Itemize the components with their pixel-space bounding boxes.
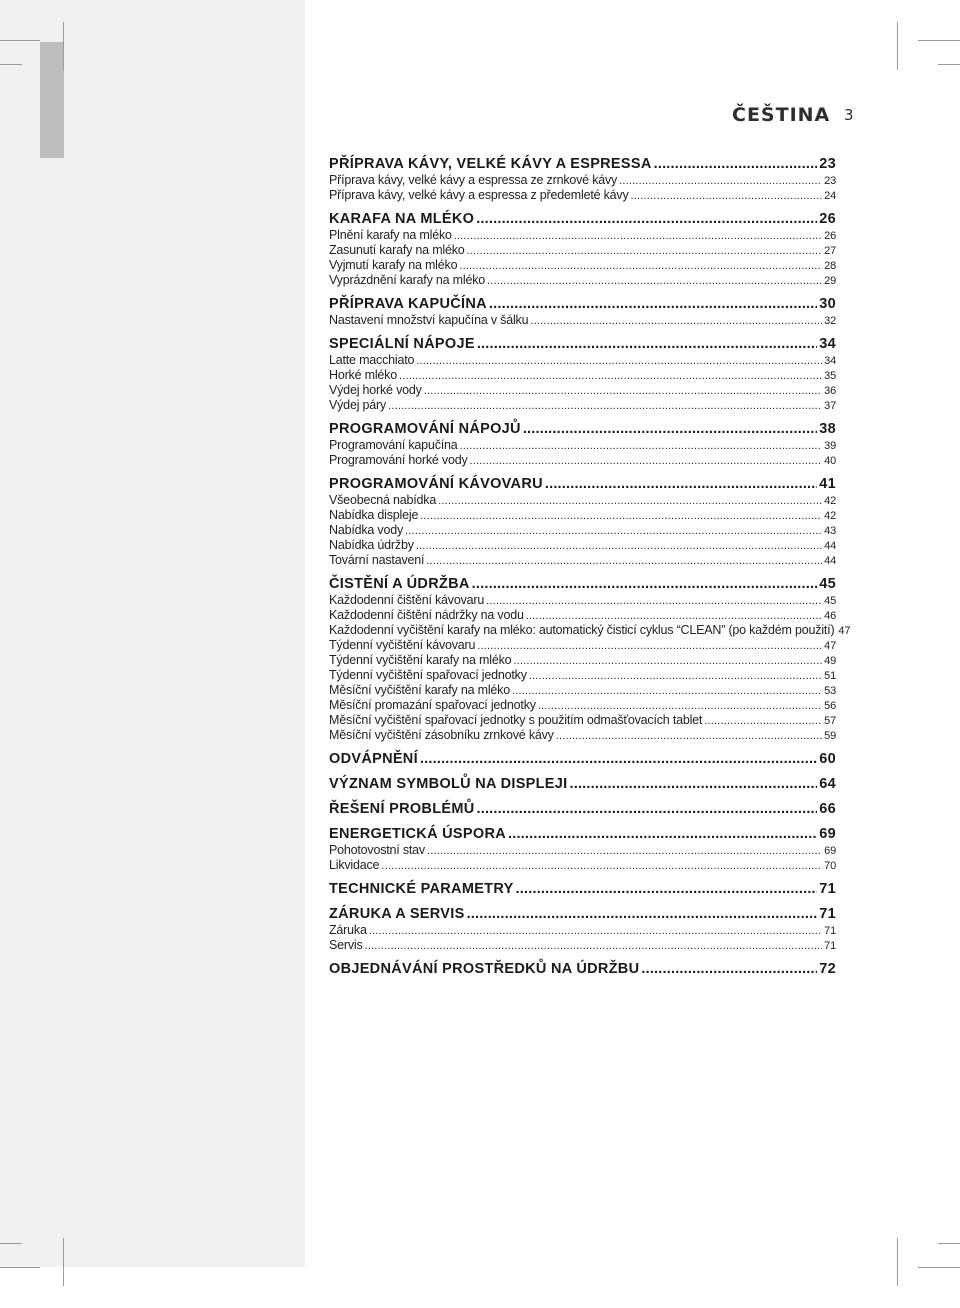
toc-entry[interactable] [329,383,836,398]
toc-section-title: VÝZNAM SYMBOLŮ NA DISPLEJI [329,776,568,792]
toc-entry-page: 57 [824,715,836,727]
toc-entry-page: 40 [824,455,836,467]
toc-section-title: OBJEDNÁVÁNÍ PROSTŘEDKŮ NA ÚDRŽBU [329,961,640,977]
toc-entry-title: Programování horké vody [329,453,468,467]
toc-entry-title: Měsíční promazání spařovací jednotky [329,698,536,712]
dot-leader [365,939,823,954]
toc-entry-title: Každodenní vyčištění karafy na mléko: automatický čisticí cyklus “CLEAN” (po každém použití) [329,623,835,637]
dot-leader [486,594,822,609]
dot-leader [420,509,822,524]
toc-entry-title: Měsíční vyčištění karafy na mléko [329,683,510,697]
toc-entry-page: 47 [838,625,851,637]
toc-section-page: 41 [819,476,836,492]
toc-entry-page: 27 [824,245,836,257]
toc-entry[interactable] [329,923,836,938]
dot-leader [704,714,822,729]
toc-entry-title: Nabídka displeje [329,508,419,522]
dot-leader [477,801,818,818]
dot-leader [399,369,822,384]
toc-entry-page: 42 [824,495,836,507]
toc-entry-title: Tovární nastavení [329,553,425,567]
language-heading: ČEŠTINA [732,104,831,126]
dot-leader [427,844,822,859]
toc-entry-page: 46 [824,610,836,622]
toc-section-title: ZÁRUKA A SERVIS [329,906,465,922]
toc-section[interactable] [329,801,836,818]
toc-section-page: 72 [819,961,836,977]
toc-entry[interactable] [329,938,836,953]
toc-entry[interactable] [329,728,836,743]
toc-section-page: 34 [819,336,836,352]
toc-entry[interactable] [329,553,836,568]
toc-entry-page: 44 [824,555,836,567]
toc-entry-title: Plnění karafy na mléko [329,228,452,242]
toc-entry-title: Nabídka údržby [329,538,414,552]
toc-entry[interactable] [329,453,836,468]
toc-entry-page: 49 [824,655,836,667]
toc-section-title: ENERGETICKÁ ÚSPORA [329,826,506,842]
toc-entry-page: 29 [824,275,836,287]
toc-section-title: SPECIÁLNÍ NÁPOJE [329,336,475,352]
dot-leader [467,244,823,259]
toc-entry[interactable] [329,638,836,653]
toc-entry[interactable] [329,493,836,508]
toc-entry-title: Výdej horké vody [329,383,422,397]
toc-section[interactable] [329,476,836,493]
dot-leader [426,554,822,569]
dot-leader [489,296,817,313]
toc-entry[interactable] [329,858,836,873]
dot-leader [424,384,822,399]
dot-leader [381,859,822,874]
toc-entry[interactable] [329,668,836,683]
toc-section-page: 64 [819,776,836,792]
toc-entry[interactable] [329,843,836,858]
toc-entry-page: 43 [824,525,836,537]
toc-entry-title: Vyjmutí karafy na mléko [329,258,458,272]
toc-entry-page: 42 [824,510,836,522]
toc-entry[interactable] [329,683,836,698]
crop-mark [0,40,40,41]
toc-entry-title: Každodenní čištění kávovaru [329,593,485,607]
toc-entry[interactable] [329,188,836,203]
toc-entry-title: Výdej páry [329,398,387,412]
toc-section-title: PROGRAMOVÁNÍ KÁVOVARU [329,476,543,492]
dot-leader [508,826,817,843]
toc-entry-page: 47 [824,640,836,652]
toc-entry[interactable] [329,608,836,623]
toc-section[interactable] [329,156,836,173]
toc-section-title: PŘÍPRAVA KAPUČÍNA [329,296,487,312]
dot-leader [477,639,822,654]
toc-entry-title: Týdenní vyčištění karafy na mléko [329,653,512,667]
crop-mark [918,40,960,41]
toc-entry-page: 44 [824,540,836,552]
toc-section-page: 66 [819,801,836,817]
toc-entry[interactable] [329,173,836,188]
toc-entry[interactable] [329,398,836,413]
toc-entry-page: 71 [824,940,836,952]
dot-leader [416,354,822,369]
toc-section-page: 60 [819,751,836,767]
toc-entry-title: Každodenní čištění nádržky na vodu [329,608,524,622]
toc-entry-page: 24 [824,190,836,202]
toc-entry[interactable] [329,713,836,728]
toc-section[interactable] [329,211,836,228]
toc-entry[interactable] [329,353,836,368]
toc-entry-title: Vyprázdnění karafy na mléko [329,273,486,287]
toc-section[interactable] [329,881,836,898]
toc-entry-page: 71 [824,925,836,937]
toc-entry-title: Servis [329,938,363,952]
dot-leader [454,229,822,244]
toc-entry-page: 70 [824,860,836,872]
toc-section-title: KARAFA NA MLÉKO [329,211,475,227]
toc-section-title: TECHNICKÉ PARAMETRY [329,881,514,897]
toc-section-page: 30 [819,296,836,312]
crop-mark [63,1238,64,1286]
toc-entry-title: Příprava kávy, velké kávy a espressa ze zrnkové kávy [329,173,618,187]
dot-leader [516,881,818,898]
dot-leader [460,439,823,454]
toc-entry-title: Latte macchiato [329,353,415,367]
dot-leader [631,189,823,204]
toc-section-page: 45 [819,576,836,592]
toc-section-page: 38 [819,421,836,437]
toc-entry[interactable] [329,523,836,538]
toc-section-title: ČISTĚNÍ A ÚDRŽBA [329,576,470,592]
toc-section-page: 23 [819,156,836,172]
dot-leader [369,924,822,939]
dot-leader [556,729,822,744]
dot-leader [619,174,822,189]
dot-leader [529,669,822,684]
toc-section[interactable] [329,961,836,978]
toc-section[interactable] [329,421,836,438]
dot-leader [641,961,817,978]
dot-leader [487,274,822,289]
crop-mark [897,1238,898,1286]
toc-entry-page: 56 [824,700,836,712]
toc-section-page: 69 [819,826,836,842]
toc-entry[interactable] [329,228,836,243]
toc-entry[interactable] [329,508,836,523]
toc-entry-page: 34 [824,355,836,367]
dot-leader [512,684,822,699]
toc-entry-page: 35 [824,370,836,382]
toc-entry[interactable] [329,653,836,668]
crop-mark [938,64,960,65]
toc-entry-page: 59 [824,730,836,742]
toc-entry-page: 28 [824,260,836,272]
toc-entry-title: Programování kapučína [329,438,458,452]
toc-section[interactable] [329,776,836,793]
toc-entry-page: 51 [824,670,836,682]
toc-entry-title: Týdenní vyčištění kávovaru [329,638,476,652]
dot-leader [459,259,822,274]
toc-entry-title: Všeobecná nabídka [329,493,437,507]
dot-leader [476,211,817,228]
toc-entry-title: Likvidace [329,858,380,872]
toc-section-title: PŘÍPRAVA KÁVY, VELKÉ KÁVY A ESPRESSA [329,156,652,172]
toc-section[interactable] [329,296,836,313]
toc-section-page: 71 [819,906,836,922]
toc-section-page: 71 [819,881,836,897]
toc-entry-title: Příprava kávy, velké kávy a espressa z předemleté kávy [329,188,629,202]
toc-entry-page: 37 [824,400,836,412]
dot-leader [405,524,822,539]
toc-entry-title: Měsíční vyčištění spařovací jednotky s použitím odmašťovacích tablet [329,713,703,727]
dot-leader [513,654,822,669]
dot-leader [416,539,822,554]
toc-section[interactable] [329,751,836,768]
crop-mark [918,1267,960,1268]
toc-entry-page: 53 [824,685,836,697]
crop-mark [0,1243,22,1244]
toc-entry-page: 26 [824,230,836,242]
toc-entry[interactable] [329,698,836,713]
dot-leader [388,399,822,414]
toc-entry-page: 69 [824,845,836,857]
page-number: 3 [844,106,854,124]
table-of-contents [329,156,851,978]
crop-mark [0,1267,40,1268]
page-margin-band [0,0,305,1267]
dot-leader [467,906,818,923]
toc-entry[interactable] [329,593,836,608]
toc-entry[interactable] [329,273,836,288]
toc-entry[interactable] [329,258,836,273]
toc-entry-page: 36 [824,385,836,397]
toc-entry-title: Horké mléko [329,368,397,382]
dot-leader [654,156,818,173]
dot-leader [438,494,822,509]
dot-leader [420,751,817,768]
toc-section-title: PROGRAMOVÁNÍ NÁPOJŮ [329,421,521,437]
dot-leader [472,576,818,593]
toc-entry-title: Týdenní vyčištění spařovací jednotky [329,668,527,682]
toc-entry-page: 32 [824,315,836,327]
toc-section[interactable] [329,826,836,843]
crop-mark [0,64,22,65]
dot-leader [538,699,822,714]
toc-entry[interactable] [329,438,836,453]
toc-section[interactable] [329,576,836,593]
toc-section-title: ODVÁPNĚNÍ [329,751,418,767]
toc-entry[interactable] [329,313,836,328]
toc-entry-page: 39 [824,440,836,452]
toc-entry-title: Měsíční vyčištění zásobníku zrnkové kávy [329,728,554,742]
toc-entry[interactable] [329,243,836,258]
toc-section-title: ŘEŠENÍ PROBLÉMŮ [329,801,475,817]
toc-entry-title: Zasunutí karafy na mléko [329,243,465,257]
dot-leader [545,476,817,493]
toc-entry-title: Nabídka vody [329,523,404,537]
toc-section[interactable] [329,336,836,353]
toc-entry-title: Záruka [329,923,367,937]
dot-leader [569,776,817,793]
dot-leader [526,609,822,624]
toc-entry[interactable] [329,538,836,553]
dot-leader [530,314,822,329]
crop-mark [897,22,898,70]
toc-entry[interactable] [329,368,836,383]
crop-mark [938,1243,960,1244]
toc-entry-title: Nastavení množství kapučína v šálku [329,313,529,327]
toc-section-page: 26 [819,211,836,227]
dot-leader [470,454,823,469]
toc-entry-title: Pohotovostní stav [329,843,425,857]
toc-section[interactable] [329,906,836,923]
dot-leader [477,336,817,353]
toc-entry-page: 23 [824,175,836,187]
crop-mark [63,22,64,70]
dot-leader [523,421,817,438]
toc-entry[interactable] [329,623,851,638]
section-tab-marker [40,42,64,158]
toc-entry-page: 45 [824,595,836,607]
